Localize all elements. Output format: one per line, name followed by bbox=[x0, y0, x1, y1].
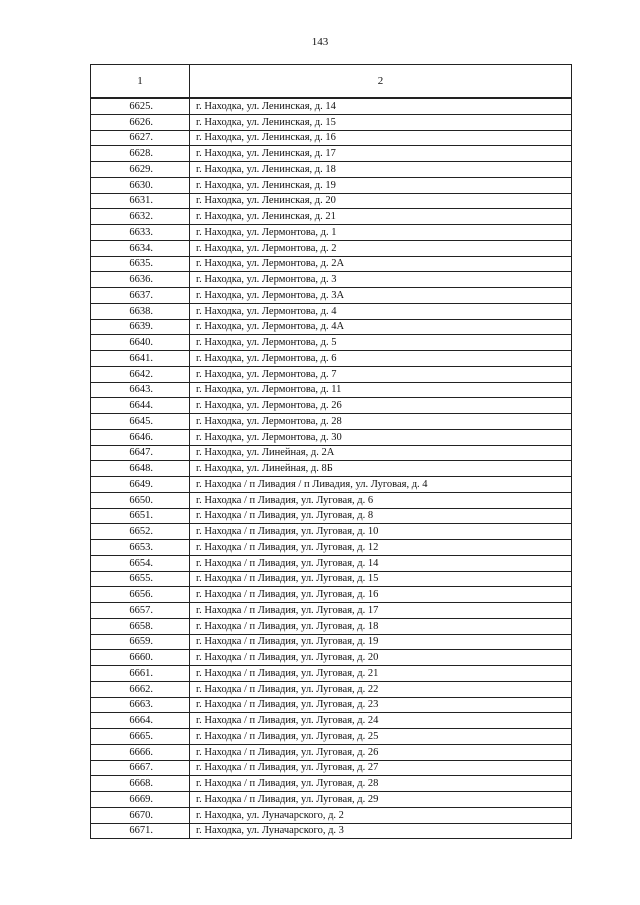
address-cell: г. Находка, ул. Лермонтова, д. 3 bbox=[190, 272, 572, 288]
address-cell: г. Находка / п Ливадия, ул. Луговая, д. 25 bbox=[190, 729, 572, 745]
address-cell: г. Находка / п Ливадия, ул. Луговая, д. 17 bbox=[190, 603, 572, 619]
address-cell: г. Находка, ул. Ленинская, д. 18 bbox=[190, 162, 572, 178]
address-cell: г. Находка / п Ливадия, ул. Луговая, д. 10 bbox=[190, 524, 572, 540]
address-cell: г. Находка / п Ливадия, ул. Луговая, д. 12 bbox=[190, 540, 572, 556]
address-cell: г. Находка, ул. Линейная, д. 8Б bbox=[190, 461, 572, 477]
row-number-cell: 6663. bbox=[91, 697, 190, 713]
table-row bbox=[91, 792, 572, 808]
address-cell: г. Находка, ул. Лермонтова, д. 2 bbox=[190, 240, 572, 256]
address-cell: г. Находка, ул. Лермонтова, д. 11 bbox=[190, 382, 572, 398]
table-row bbox=[91, 461, 572, 477]
address-cell: г. Находка, ул. Лермонтова, д. 30 bbox=[190, 429, 572, 445]
row-number-cell: 6650. bbox=[91, 492, 190, 508]
table-row bbox=[91, 114, 572, 130]
address-cell: г. Находка, ул. Лермонтова, д. 3А bbox=[190, 288, 572, 304]
row-number-cell: 6641. bbox=[91, 351, 190, 367]
row-number-cell: 6638. bbox=[91, 303, 190, 319]
table-row bbox=[91, 225, 572, 241]
row-number-cell: 6665. bbox=[91, 729, 190, 745]
address-cell: г. Находка, ул. Лермонтова, д. 2А bbox=[190, 256, 572, 272]
row-number-cell: 6666. bbox=[91, 744, 190, 760]
row-number-cell: 6668. bbox=[91, 776, 190, 792]
row-number-cell: 6636. bbox=[91, 272, 190, 288]
table-row bbox=[91, 366, 572, 382]
row-number-cell: 6667. bbox=[91, 760, 190, 776]
address-cell: г. Находка, ул. Ленинская, д. 16 bbox=[190, 130, 572, 146]
row-number-cell: 6656. bbox=[91, 587, 190, 603]
table-row bbox=[91, 319, 572, 335]
row-number-cell: 6633. bbox=[91, 225, 190, 241]
row-number-cell: 6631. bbox=[91, 193, 190, 209]
row-number-cell: 6661. bbox=[91, 666, 190, 682]
table-header bbox=[91, 65, 572, 99]
table-row bbox=[91, 681, 572, 697]
address-cell: г. Находка, ул. Лермонтова, д. 1 bbox=[190, 225, 572, 241]
address-cell: г. Находка, ул. Ленинская, д. 19 bbox=[190, 177, 572, 193]
address-cell: г. Находка, ул. Луначарского, д. 3 bbox=[190, 823, 572, 839]
table-row bbox=[91, 729, 572, 745]
page-number: 143 bbox=[311, 36, 329, 48]
address-cell: г. Находка, ул. Ленинская, д. 21 bbox=[190, 209, 572, 225]
row-number-cell: 6637. bbox=[91, 288, 190, 304]
table-row bbox=[91, 508, 572, 524]
address-cell: г. Находка, ул. Лермонтова, д. 7 bbox=[190, 366, 572, 382]
row-number-cell: 6657. bbox=[91, 603, 190, 619]
address-cell: г. Находка, ул. Луначарского, д. 2 bbox=[190, 807, 572, 823]
address-cell: г. Находка, ул. Ленинская, д. 14 bbox=[190, 98, 572, 114]
table-row bbox=[91, 477, 572, 493]
row-number-cell: 6669. bbox=[91, 792, 190, 808]
row-number-cell: 6662. bbox=[91, 681, 190, 697]
table-row bbox=[91, 272, 572, 288]
table-row bbox=[91, 540, 572, 556]
table-row bbox=[91, 650, 572, 666]
row-number-cell: 6630. bbox=[91, 177, 190, 193]
address-cell: г. Находка / п Ливадия, ул. Луговая, д. 28 bbox=[190, 776, 572, 792]
row-number-cell: 6664. bbox=[91, 713, 190, 729]
table-row bbox=[91, 240, 572, 256]
row-number-cell: 6671. bbox=[91, 823, 190, 839]
row-number-cell: 6626. bbox=[91, 114, 190, 130]
address-cell: г. Находка / п Ливадия, ул. Луговая, д. 22 bbox=[190, 681, 572, 697]
address-cell: г. Находка, ул. Ленинская, д. 20 bbox=[190, 193, 572, 209]
row-number-cell: 6629. bbox=[91, 162, 190, 178]
table-row bbox=[91, 445, 572, 461]
address-cell: г. Находка, ул. Лермонтова, д. 26 bbox=[190, 398, 572, 414]
address-cell: г. Находка, ул. Лермонтова, д. 4А bbox=[190, 319, 572, 335]
row-number-cell: 6640. bbox=[91, 335, 190, 351]
table-row bbox=[91, 351, 572, 367]
table-row bbox=[91, 177, 572, 193]
address-cell: г. Находка / п Ливадия, ул. Луговая, д. 29 bbox=[190, 792, 572, 808]
row-number-cell: 6648. bbox=[91, 461, 190, 477]
address-cell: г. Находка / п Ливадия, ул. Луговая, д. 15 bbox=[190, 571, 572, 587]
table-row bbox=[91, 776, 572, 792]
address-cell: г. Находка / п Ливадия, ул. Луговая, д. 23 bbox=[190, 697, 572, 713]
address-cell: г. Находка / п Ливадия, ул. Луговая, д. 19 bbox=[190, 634, 572, 650]
address-cell: г. Находка / п Ливадия, ул. Луговая, д. 18 bbox=[190, 618, 572, 634]
address-table bbox=[90, 64, 572, 839]
address-cell: г. Находка, ул. Линейная, д. 2А bbox=[190, 445, 572, 461]
row-number-cell: 6639. bbox=[91, 319, 190, 335]
table-body bbox=[91, 98, 572, 839]
address-cell: г. Находка / п Ливадия / п Ливадия, ул. Луговая, д. 4 bbox=[190, 477, 572, 493]
table-row bbox=[91, 744, 572, 760]
address-cell: г. Находка, ул. Лермонтова, д. 5 bbox=[190, 335, 572, 351]
table-row bbox=[91, 414, 572, 430]
table-row bbox=[91, 713, 572, 729]
row-number-cell: 6643. bbox=[91, 382, 190, 398]
row-number-cell: 6627. bbox=[91, 130, 190, 146]
row-number-cell: 6642. bbox=[91, 366, 190, 382]
address-cell: г. Находка / п Ливадия, ул. Луговая, д. 6 bbox=[190, 492, 572, 508]
table-row bbox=[91, 823, 572, 839]
table-row bbox=[91, 162, 572, 178]
table-row bbox=[91, 382, 572, 398]
row-number-cell: 6654. bbox=[91, 555, 190, 571]
address-cell: г. Находка / п Ливадия, ул. Луговая, д. 26 bbox=[190, 744, 572, 760]
address-cell: г. Находка, ул. Ленинская, д. 15 bbox=[190, 114, 572, 130]
table-row bbox=[91, 130, 572, 146]
address-cell: г. Находка / п Ливадия, ул. Луговая, д. 8 bbox=[190, 508, 572, 524]
row-number-cell: 6646. bbox=[91, 429, 190, 445]
row-number-cell: 6655. bbox=[91, 571, 190, 587]
row-number-cell: 6632. bbox=[91, 209, 190, 225]
column-header-address: 2 bbox=[190, 65, 572, 99]
table-row bbox=[91, 760, 572, 776]
table-row bbox=[91, 555, 572, 571]
address-cell: г. Находка, ул. Ленинская, д. 17 bbox=[190, 146, 572, 162]
table-row bbox=[91, 587, 572, 603]
row-number-cell: 6649. bbox=[91, 477, 190, 493]
address-cell: г. Находка / п Ливадия, ул. Луговая, д. 21 bbox=[190, 666, 572, 682]
table-row bbox=[91, 666, 572, 682]
row-number-cell: 6651. bbox=[91, 508, 190, 524]
row-number-cell: 6660. bbox=[91, 650, 190, 666]
table-row bbox=[91, 209, 572, 225]
table-row bbox=[91, 571, 572, 587]
table-row bbox=[91, 288, 572, 304]
address-cell: г. Находка, ул. Лермонтова, д. 6 bbox=[190, 351, 572, 367]
table-row bbox=[91, 146, 572, 162]
table-row bbox=[91, 618, 572, 634]
header-row bbox=[91, 65, 572, 99]
column-header-number: 1 bbox=[91, 65, 190, 99]
table-row bbox=[91, 697, 572, 713]
row-number-cell: 6634. bbox=[91, 240, 190, 256]
row-number-cell: 6653. bbox=[91, 540, 190, 556]
row-number-cell: 6659. bbox=[91, 634, 190, 650]
table-row bbox=[91, 398, 572, 414]
table-row bbox=[91, 256, 572, 272]
table-row bbox=[91, 634, 572, 650]
row-number-cell: 6644. bbox=[91, 398, 190, 414]
row-number-cell: 6670. bbox=[91, 807, 190, 823]
row-number-cell: 6658. bbox=[91, 618, 190, 634]
table-row bbox=[91, 303, 572, 319]
table-row bbox=[91, 524, 572, 540]
table-row bbox=[91, 603, 572, 619]
row-number-cell: 6647. bbox=[91, 445, 190, 461]
table-row bbox=[91, 335, 572, 351]
address-cell: г. Находка / п Ливадия, ул. Луговая, д. 24 bbox=[190, 713, 572, 729]
table-row bbox=[91, 807, 572, 823]
row-number-cell: 6625. bbox=[91, 98, 190, 114]
table-row bbox=[91, 98, 572, 114]
table-row bbox=[91, 492, 572, 508]
address-cell: г. Находка, ул. Лермонтова, д. 4 bbox=[190, 303, 572, 319]
address-cell: г. Находка / п Ливадия, ул. Луговая, д. 14 bbox=[190, 555, 572, 571]
address-cell: г. Находка / п Ливадия, ул. Луговая, д. 27 bbox=[190, 760, 572, 776]
table-row bbox=[91, 193, 572, 209]
table-row bbox=[91, 429, 572, 445]
address-cell: г. Находка, ул. Лермонтова, д. 28 bbox=[190, 414, 572, 430]
address-cell: г. Находка / п Ливадия, ул. Луговая, д. 20 bbox=[190, 650, 572, 666]
row-number-cell: 6652. bbox=[91, 524, 190, 540]
row-number-cell: 6635. bbox=[91, 256, 190, 272]
row-number-cell: 6628. bbox=[91, 146, 190, 162]
row-number-cell: 6645. bbox=[91, 414, 190, 430]
address-cell: г. Находка / п Ливадия, ул. Луговая, д. 16 bbox=[190, 587, 572, 603]
